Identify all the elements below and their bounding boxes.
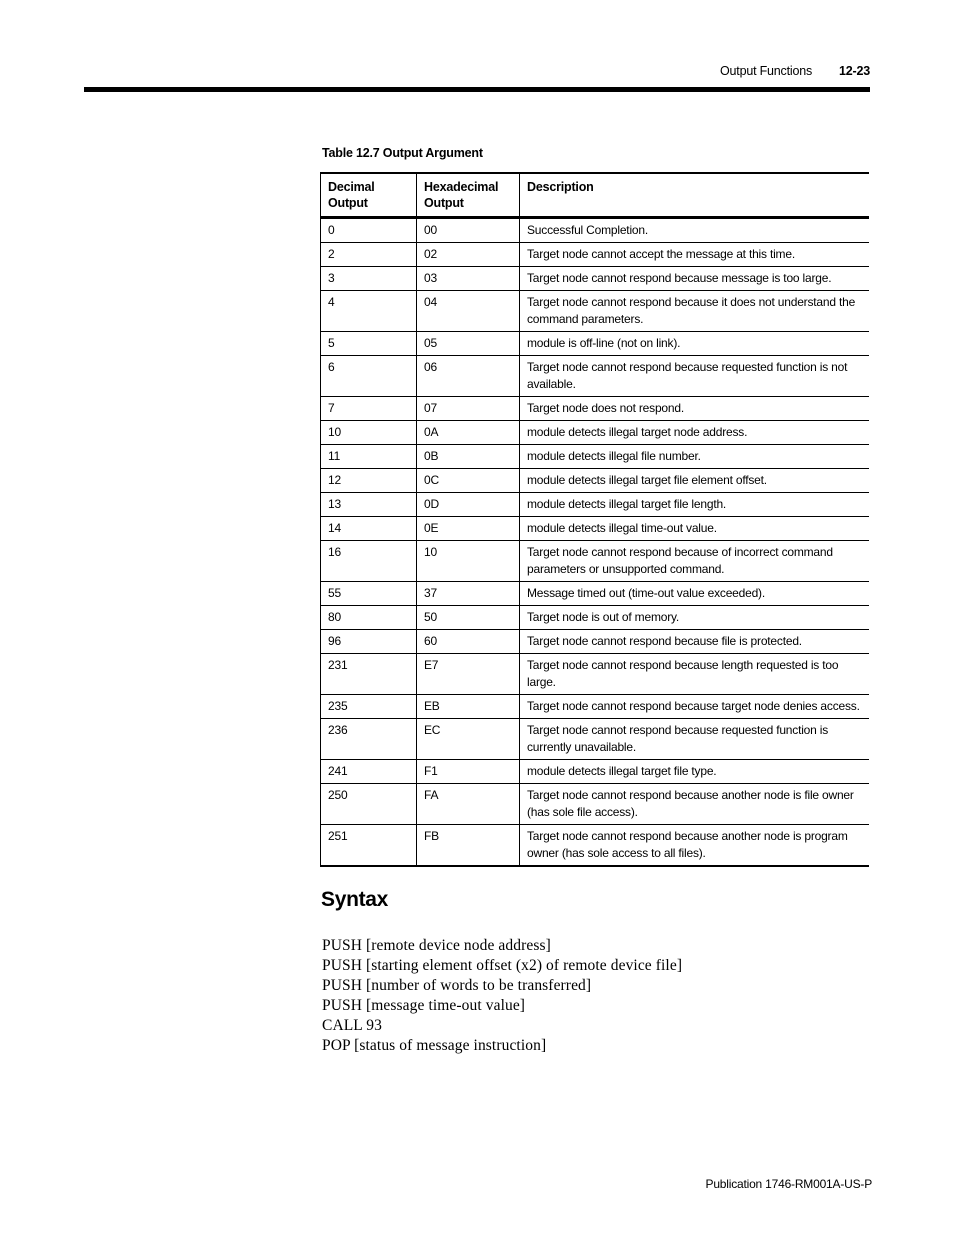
decimal-output-cell: 235 — [321, 695, 417, 719]
hexadecimal-output-cell: 00 — [417, 218, 520, 243]
hexadecimal-output-cell: 0D — [417, 493, 520, 517]
header-rule — [84, 87, 870, 92]
syntax-line: PUSH [message time-out value] — [322, 997, 526, 1014]
description-cell: Target node cannot respond because requested function is currently unavailable. — [520, 719, 869, 760]
decimal-output-cell: 2 — [321, 243, 417, 267]
table-row — [321, 243, 869, 267]
decimal-output-cell: 3 — [321, 267, 417, 291]
description-cell: Target node cannot respond because file is protected. — [520, 630, 869, 654]
table-row — [321, 719, 869, 760]
table-row — [321, 493, 869, 517]
decimal-output-cell: 231 — [321, 654, 417, 695]
column-header-description: Description — [520, 173, 869, 218]
description-cell: Target node does not respond. — [520, 397, 869, 421]
table-header-row — [321, 173, 869, 218]
hexadecimal-output-cell: 03 — [417, 267, 520, 291]
table-row — [321, 606, 869, 630]
decimal-output-cell: 14 — [321, 517, 417, 541]
hexadecimal-output-cell: EC — [417, 719, 520, 760]
hexadecimal-output-cell: 10 — [417, 541, 520, 582]
column-header-decimal-output: Decimal Output — [321, 173, 417, 218]
decimal-output-cell: 250 — [321, 784, 417, 825]
hexadecimal-output-cell: 07 — [417, 397, 520, 421]
hexadecimal-output-cell: 0C — [417, 469, 520, 493]
decimal-output-cell: 251 — [321, 825, 417, 867]
running-header — [720, 64, 870, 78]
table-row — [321, 630, 869, 654]
decimal-output-cell: 0 — [321, 218, 417, 243]
running-header-section: Output Functions — [720, 64, 813, 78]
description-cell: module detects illegal file number. — [520, 445, 869, 469]
decimal-output-cell: 10 — [321, 421, 417, 445]
description-cell: Target node cannot respond because message is too large. — [520, 267, 869, 291]
decimal-output-cell: 7 — [321, 397, 417, 421]
description-cell: Successful Completion. — [520, 218, 869, 243]
table-row — [321, 784, 869, 825]
description-cell: module detects illegal target node address. — [520, 421, 869, 445]
description-cell: module detects illegal target file element offset. — [520, 469, 869, 493]
table-row — [321, 445, 869, 469]
hexadecimal-output-cell: 04 — [417, 291, 520, 332]
table-row — [321, 760, 869, 784]
hexadecimal-output-cell: 0A — [417, 421, 520, 445]
description-cell: Target node cannot respond because another node is program owner (has sole access to all files). — [520, 825, 869, 867]
description-cell: Target node cannot respond because length requested is too large. — [520, 654, 869, 695]
table-title: Table 12.7 Output Argument — [322, 146, 483, 160]
description-cell: module detects illegal target file type. — [520, 760, 869, 784]
hexadecimal-output-cell: 0E — [417, 517, 520, 541]
decimal-output-cell: 12 — [321, 469, 417, 493]
decimal-output-cell: 236 — [321, 719, 417, 760]
syntax-line: PUSH [starting element offset (x2) of remote device file] — [322, 957, 683, 974]
decimal-output-cell: 4 — [321, 291, 417, 332]
decimal-output-cell: 80 — [321, 606, 417, 630]
decimal-output-cell: 13 — [321, 493, 417, 517]
table-row — [321, 825, 869, 867]
hexadecimal-output-cell: 05 — [417, 332, 520, 356]
output-argument-table — [320, 172, 869, 867]
syntax-line: POP [status of message instruction] — [322, 1037, 547, 1054]
table-row — [321, 469, 869, 493]
table-row — [321, 291, 869, 332]
hexadecimal-output-cell: 37 — [417, 582, 520, 606]
description-cell: Target node cannot respond because target node denies access. — [520, 695, 869, 719]
table-row — [321, 356, 869, 397]
table-row — [321, 654, 869, 695]
publication-footer: Publication 1746-RM001A-US-P — [705, 1177, 872, 1191]
hexadecimal-output-cell: EB — [417, 695, 520, 719]
hexadecimal-output-cell: FA — [417, 784, 520, 825]
decimal-output-cell: 5 — [321, 332, 417, 356]
hexadecimal-output-cell: F1 — [417, 760, 520, 784]
description-cell: Message timed out (time-out value exceeded). — [520, 582, 869, 606]
table-row — [321, 332, 869, 356]
column-header-hexadecimal-output: Hexadecimal Output — [417, 173, 520, 218]
hexadecimal-output-cell: 06 — [417, 356, 520, 397]
syntax-heading: Syntax — [321, 888, 389, 911]
table-row — [321, 582, 869, 606]
decimal-output-cell: 55 — [321, 582, 417, 606]
description-cell: Target node cannot accept the message at this time. — [520, 243, 869, 267]
syntax-line: CALL 93 — [322, 1017, 382, 1034]
description-cell: Target node cannot respond because requested function is not available. — [520, 356, 869, 397]
description-cell: Target node cannot respond because another node is file owner (has sole file access). — [520, 784, 869, 825]
table-row — [321, 421, 869, 445]
hexadecimal-output-cell: E7 — [417, 654, 520, 695]
table-row — [321, 397, 869, 421]
table-row — [321, 218, 869, 243]
output-table-body — [321, 218, 869, 867]
decimal-output-cell: 96 — [321, 630, 417, 654]
decimal-output-cell: 11 — [321, 445, 417, 469]
decimal-output-cell: 6 — [321, 356, 417, 397]
decimal-output-cell: 16 — [321, 541, 417, 582]
decimal-output-cell: 241 — [321, 760, 417, 784]
running-header-page-number: 12-23 — [839, 64, 870, 78]
hexadecimal-output-cell: 02 — [417, 243, 520, 267]
hexadecimal-output-cell: 50 — [417, 606, 520, 630]
syntax-line: PUSH [number of words to be transferred] — [322, 977, 592, 994]
description-cell: Target node is out of memory. — [520, 606, 869, 630]
description-cell: Target node cannot respond because it does not understand the command parameters. — [520, 291, 869, 332]
syntax-lines — [322, 936, 682, 1056]
table-row — [321, 517, 869, 541]
description-cell: Target node cannot respond because of incorrect command parameters or unsupported command. — [520, 541, 869, 582]
syntax-line: PUSH [remote device node address] — [322, 937, 551, 954]
table-row — [321, 695, 869, 719]
hexadecimal-output-cell: 0B — [417, 445, 520, 469]
hexadecimal-output-cell: 60 — [417, 630, 520, 654]
description-cell: module detects illegal target file length. — [520, 493, 869, 517]
description-cell: module detects illegal time-out value. — [520, 517, 869, 541]
table-row — [321, 541, 869, 582]
description-cell: module is off-line (not on link). — [520, 332, 869, 356]
table-row — [321, 267, 869, 291]
hexadecimal-output-cell: FB — [417, 825, 520, 867]
